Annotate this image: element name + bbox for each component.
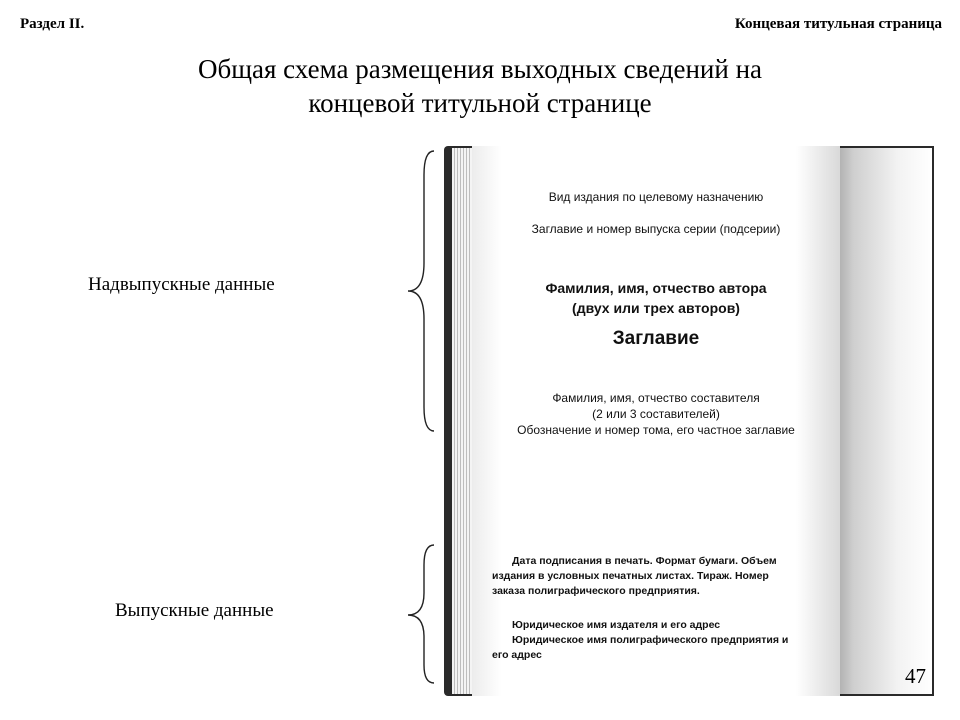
top-brace (408, 151, 434, 431)
brace-shapes (398, 145, 438, 690)
compiler-line-1: Фамилия, имя, отчество составителя (552, 391, 760, 405)
compiler-block (472, 390, 840, 438)
section-header: Раздел II. (20, 16, 85, 32)
book-title-page (472, 146, 840, 696)
author-line-2: (двух или трех авторов) (572, 300, 740, 316)
title-line-2: концевой титульной странице (308, 88, 652, 118)
print-details-block (492, 554, 802, 599)
slide-title (0, 52, 960, 120)
book-illustration (440, 140, 940, 705)
compiler-line-2: (2 или 3 составителей) (592, 407, 720, 421)
label-pre-imprint-data: Надвыпускные данные (88, 274, 275, 295)
publisher-line-3: его адрес (492, 649, 542, 661)
publisher-line-2: Юридическое имя полиграфического предприятия и (512, 634, 789, 646)
author-line-1: Фамилия, имя, отчество автора (545, 280, 767, 296)
title-line-1: Общая схема размещения выходных сведений на (197, 54, 763, 84)
publication-type: Вид издания по целевому назначению (548, 190, 764, 204)
print-line-2: издания в условных печатных листах. Тираж. Номер (492, 570, 769, 582)
topic-header: Концевая титульная страница (734, 16, 942, 32)
series-title: Заглавие и номер выпуска серии (подсерии) (531, 222, 781, 236)
publisher-line-1: Юридическое имя издателя и его адрес (512, 619, 721, 631)
bottom-brace (408, 545, 434, 683)
volume-line: Обозначение и номер тома, его частное заглавие (517, 423, 795, 437)
publisher-block (492, 618, 802, 663)
page-number: 47 (905, 664, 926, 688)
print-line-1: Дата подписания в печать. Формат бумаги. Объем (512, 555, 777, 567)
author-block (472, 278, 840, 318)
book-title: Заглавие (612, 328, 700, 349)
label-imprint-data: Выпускные данные (115, 600, 274, 621)
print-line-3: заказа полиграфического предприятия. (492, 585, 700, 597)
